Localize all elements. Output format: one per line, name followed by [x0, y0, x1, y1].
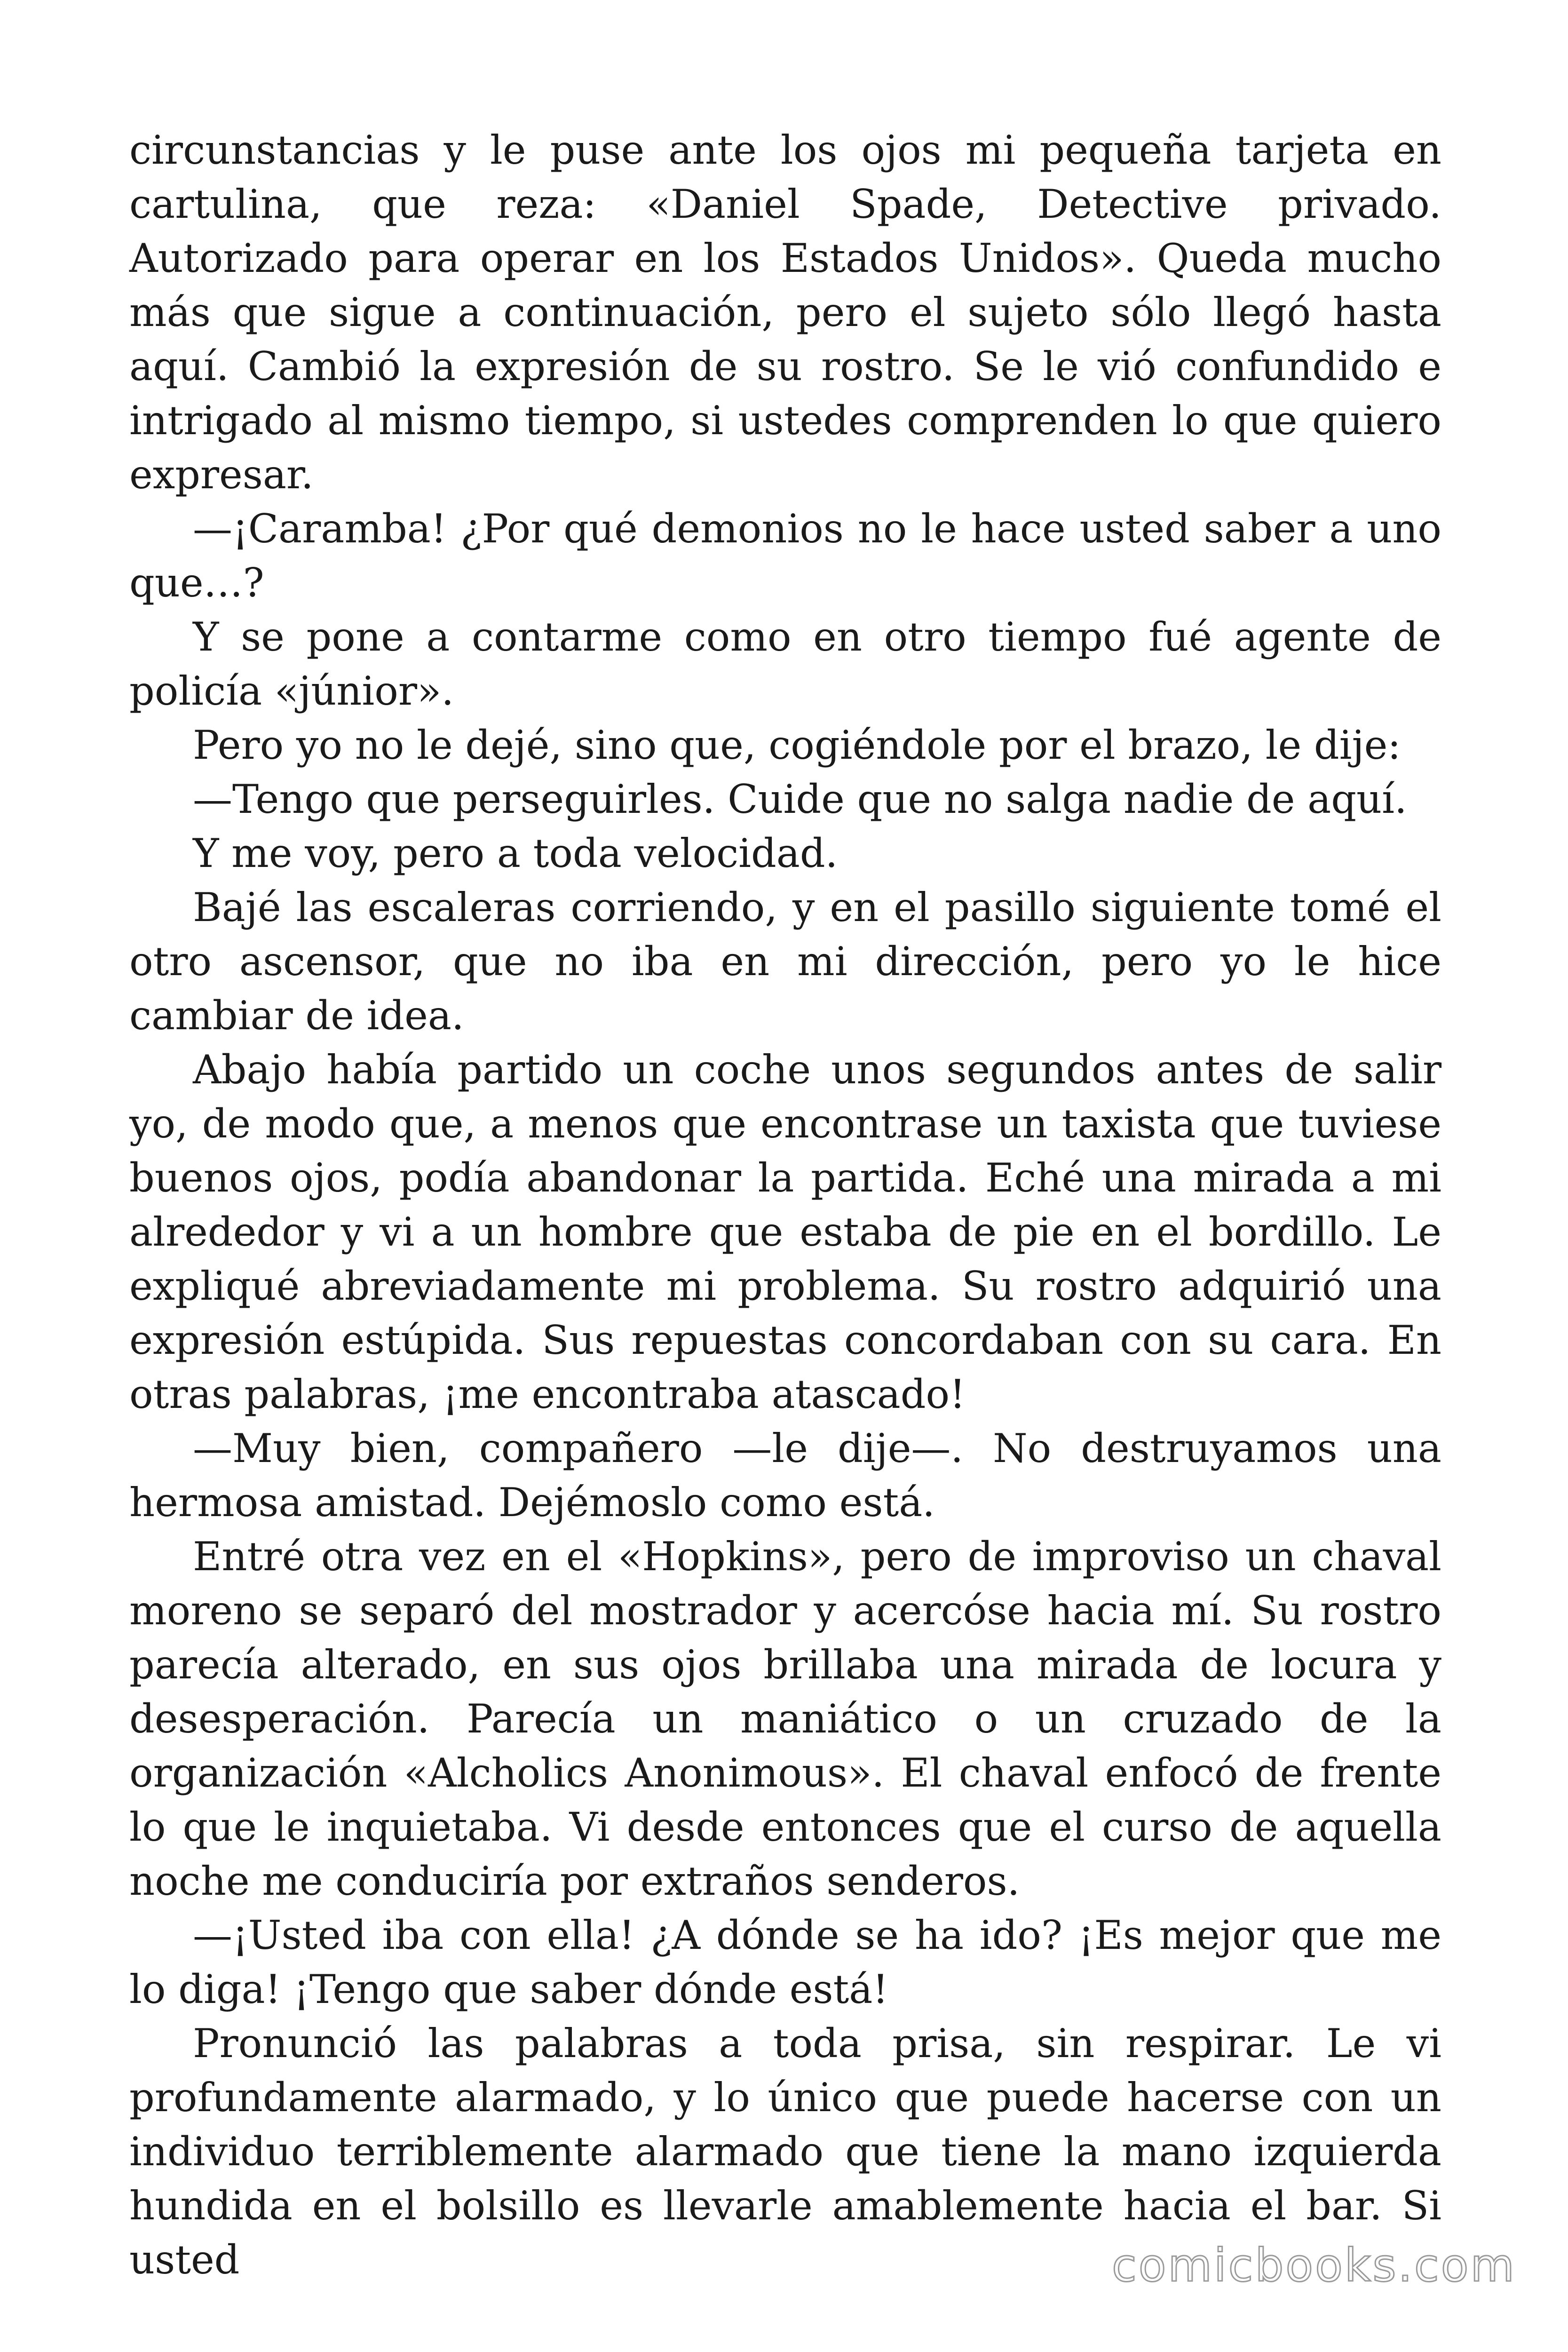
paragraph-4: Pero yo no le dejé, sino que, cogiéndole por el brazo, le dije:: [193, 722, 1401, 768]
watermark: comicbooks.com: [1111, 2239, 1516, 2292]
page-text: [129, 123, 1441, 2287]
paragraph-2: —¡Caramba! ¿Por qué demonios no le hace usted saber a uno que…?: [129, 506, 1441, 606]
paragraph-12: Pronunció las palabras a toda prisa, sin respirar. Le vi profundamente alarmado, y lo único que puede hacerse con un individuo terriblemente alarmado que tiene la mano izquierda hundida en el bolsillo es llevarle amablemente hacia el bar. Si usted: [129, 2020, 1441, 2283]
paragraph-5: —Tengo que perseguirles. Cuide que no salga nadie de aquí.: [193, 776, 1407, 822]
paragraph-9: —Muy bien, compañero —le dije—. No destruyamos una hermosa amistad. Dejémoslo como está.: [129, 1425, 1441, 1526]
paragraph-11: —¡Usted iba con ella! ¿A dónde se ha ido? ¡Es mejor que me lo diga! ¡Tengo que saber dónde está!: [129, 1912, 1441, 2012]
paragraph-10: Entré otra vez en el «Hopkins», pero de improviso un chaval moreno se separó del mostrador y acercóse hacia mí. Su rostro parecía alterado, en sus ojos brillaba una mirada de locura y desesperación. Parecía un maniático o un cruzado de la organización «Alcholics Anonimous». El chaval enfocó de frente lo que le inquietaba. Vi desde entonces que el curso de aquella noche me conduciría por extraños senderos.: [129, 1534, 1441, 1904]
paragraph-3: Y se pone a contarme como en otro tiempo fué agente de policía «júnior».: [129, 614, 1441, 714]
paragraph-8: Abajo había partido un coche unos segundos antes de salir yo, de modo que, a menos que encontrase un taxista que tuviese buenos ojos, podía abandonar la partida. Eché una mirada a mi alrededor y vi a un hombre que estaba de pie en el bordillo. Le expliqué abreviadamente mi problema. Su rostro adquirió una expresión estúpida. Sus repuestas concordaban con su cara. En otras palabras, ¡me encontraba atascado!: [129, 1047, 1441, 1417]
paragraph-1: circunstancias y le puse ante los ojos mi pequeña tarjeta en cartulina, que reza: «Daniel Spade, Detective privado. Autorizado para operar en los Estados Unidos». Queda mucho más que sigue a continuación, pero el sujeto sólo llegó hasta aquí. Cambió la expresión de su rostro. Se le vió confundido e intrigado al mismo tiempo, si ustedes comprenden lo que quiero expresar.: [129, 127, 1441, 498]
paragraph-6: Y me voy, pero a toda velocidad.: [193, 830, 838, 876]
paragraph-7: Bajé las escaleras corriendo, y en el pasillo siguiente tomé el otro ascensor, que no iba en mi dirección, pero yo le hice cambiar de idea.: [129, 884, 1441, 1039]
